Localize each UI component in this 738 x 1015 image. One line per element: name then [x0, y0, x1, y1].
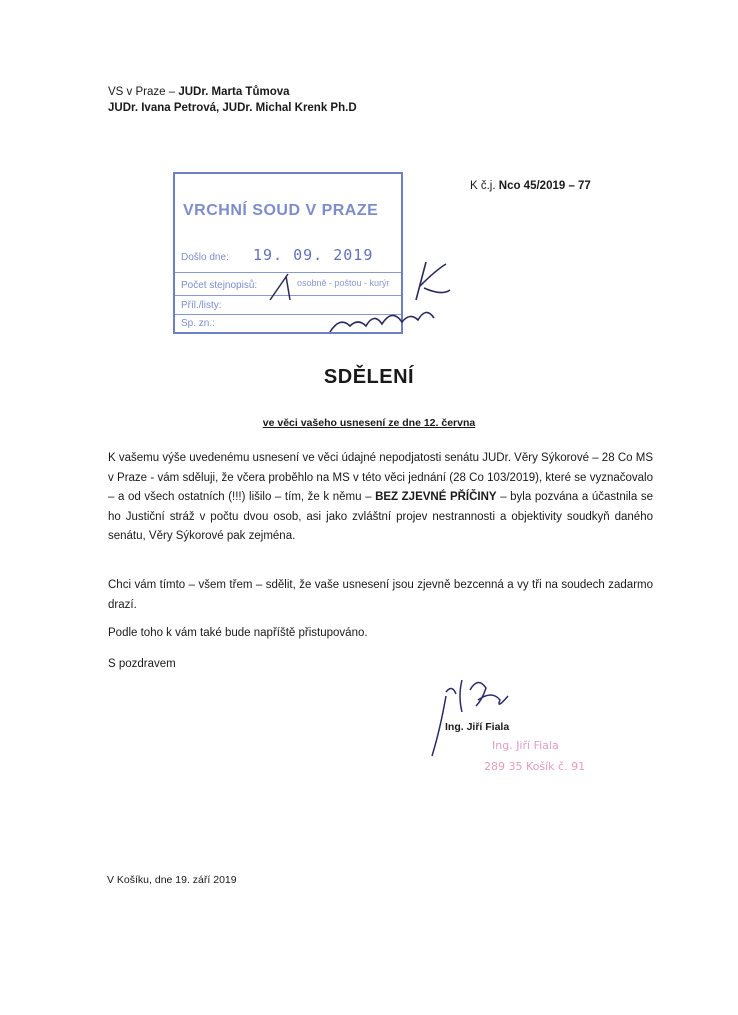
stamp-court-name: VRCHNÍ SOUD V PRAZE: [183, 202, 379, 219]
addressee-judges: JUDr. Ivana Petrová, JUDr. Michal Krenk Ph.D: [108, 102, 357, 114]
addressee-judge-1: JUDr. Marta Tůmova: [178, 86, 290, 98]
stamp-copies-options: osobně - poštou - kurýr: [297, 278, 390, 288]
place-and-date: V Košíku, dne 19. září 2019: [107, 874, 237, 886]
document-subtitle: ve věci vašeho usnesení ze dne 12. června: [262, 417, 476, 429]
personal-stamp-address: 289 35 Košík č. 91: [484, 760, 586, 773]
stamp-received-label: Došlo dne:: [181, 252, 229, 263]
reference-label: K č.j.: [470, 180, 499, 192]
paragraph-1-start: K vašemu výše uvedenému usnesení ve věci údajné nepodjatosti senátu JUDr. Věry Sýkorové – 28 Co MS v Praze - vám sděluji, že včera proběhlo na MS v této věci jednání (28 Co 103/2019), které se vyznačovalo – a od všech ostatních (!!!) lišilo – tím, že k němu –: [108, 452, 653, 503]
paragraph-3: Podle toho k vám také bude napříště přistupováno.: [108, 627, 368, 639]
document-title: SDĚLENÍ: [323, 366, 415, 388]
stamp-copies-label: Počet stejnopisů:: [181, 280, 258, 291]
stamp-received-date: 19. 09. 2019: [253, 246, 374, 264]
paragraph-2: Chci vám tímto – všem třem – sdělit, že vaše usnesení jsou zjevně bezcenná a vy tři na soudech zadarmo drazí.: [108, 579, 653, 611]
paragraph-1-emphasis: BEZ ZJEVNÉ PŘÍČINY: [375, 491, 497, 503]
signer-name: Ing. Jiří Fiala: [445, 721, 510, 733]
reference-value: Nco 45/2019 – 77: [498, 180, 591, 192]
personal-stamp-name: Ing. Jiří Fiala: [492, 739, 559, 752]
greeting: S pozdravem: [108, 658, 176, 670]
stamp-file-label: Sp. zn.:: [181, 318, 215, 329]
addressee-court: VS v Praze –: [108, 86, 179, 98]
stamp-attachments-label: Příl./listy:: [181, 300, 222, 311]
paragraph-1-end: – byla pozvána a účastnila se ho Justiční stráž v počtu dvou osob, asi jako zvláštní projev nestrannosti a objektivity soudkyň daného senátu, Věry Sýkorové pak zejména.: [108, 491, 653, 542]
